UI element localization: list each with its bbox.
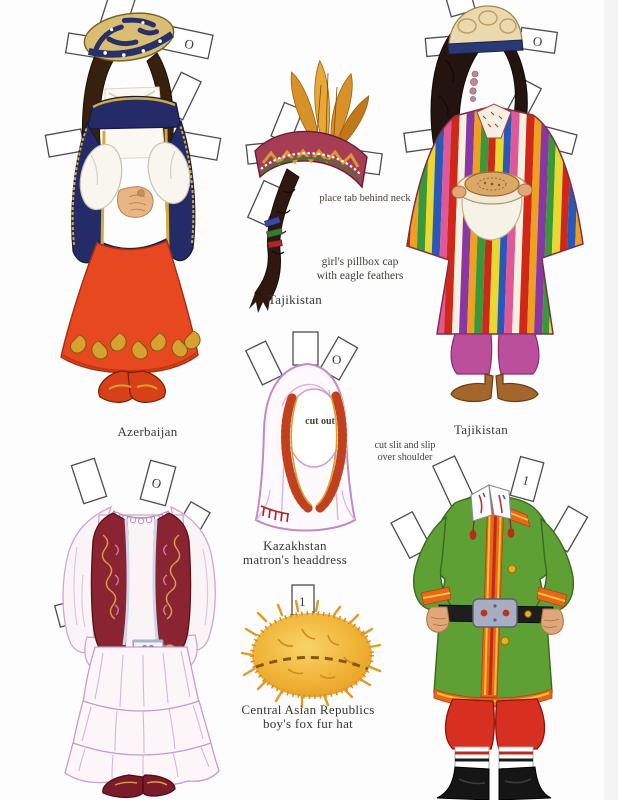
caption-kazakhstan: Kazakhstan matron's headdress: [242, 538, 348, 567]
tab-mark-zero: O: [183, 35, 196, 53]
tab-marked: [519, 27, 558, 53]
tajikistan-cap-piece: [225, 55, 410, 315]
tab: [71, 458, 106, 503]
tiered-ruffle-skirt: [65, 647, 219, 786]
caption-tajikistan-cap: Tajikistan: [267, 292, 323, 307]
fox-fur-hat-art: [240, 583, 390, 701]
belt-stud: [525, 611, 531, 617]
tab-marked: [510, 457, 544, 502]
fox-fur-hat-piece: [240, 583, 400, 748]
caption-tajikistan-doll: Tajikistan: [453, 422, 509, 437]
note-place-tab: place tab behind neck: [319, 193, 411, 204]
kazakhstan-costume-piece: [33, 455, 248, 800]
black-boots: [437, 767, 551, 800]
tajikistan-doll-art: [393, 0, 598, 420]
left-hand: [452, 186, 466, 198]
pillbox-cap: [255, 131, 367, 187]
kazakhstan-costume-art: [33, 455, 248, 800]
gold-button: [508, 565, 516, 573]
fur-hat: [242, 601, 380, 707]
tab-marked: [140, 460, 175, 505]
collar-tassel: [508, 528, 515, 538]
tab-mark-one: 1: [299, 594, 306, 609]
tab-mark-one: 1: [520, 472, 531, 489]
boy-costume-piece: [393, 457, 598, 800]
tab-mark-zero: O: [332, 352, 342, 367]
azerbaijan-doll-art: [25, 5, 240, 420]
clasped-hands: [118, 187, 154, 218]
tab-mark-zero: O: [531, 33, 544, 50]
note-cut-out: cut out: [305, 416, 335, 427]
red-gold-slippers: [99, 371, 166, 402]
purple-pants: [451, 334, 539, 374]
dangle-earring: [470, 71, 478, 102]
tajikistan-doll-piece: [393, 0, 598, 445]
caption-fox-fur-hat: Central Asian Republics boy's fox fur hat: [241, 702, 375, 731]
gold-button: [501, 637, 509, 645]
brown-clogs: [451, 374, 538, 401]
collar-tassel: [470, 530, 477, 540]
azerbaijan-doll-piece: [25, 5, 240, 450]
tab-mark-zero: O: [150, 474, 164, 492]
caption-azerbaijan: Azerbaijan: [117, 424, 178, 439]
silver-buckle: [473, 599, 517, 627]
note-cut-slit: cut slit and slip over shoulder: [374, 440, 436, 463]
kazakhstan-headdress-art: [235, 332, 375, 537]
boy-costume-art: [393, 457, 598, 800]
tab: [246, 341, 282, 385]
note-pillbox-cap: girl's pillbox cap with eagle feathers: [316, 256, 404, 282]
tab: [293, 332, 318, 365]
scan-edge: [604, 0, 618, 800]
tab-marked: [292, 585, 314, 615]
kazakhstan-headdress-piece: [235, 332, 375, 567]
right-hand: [518, 184, 532, 196]
